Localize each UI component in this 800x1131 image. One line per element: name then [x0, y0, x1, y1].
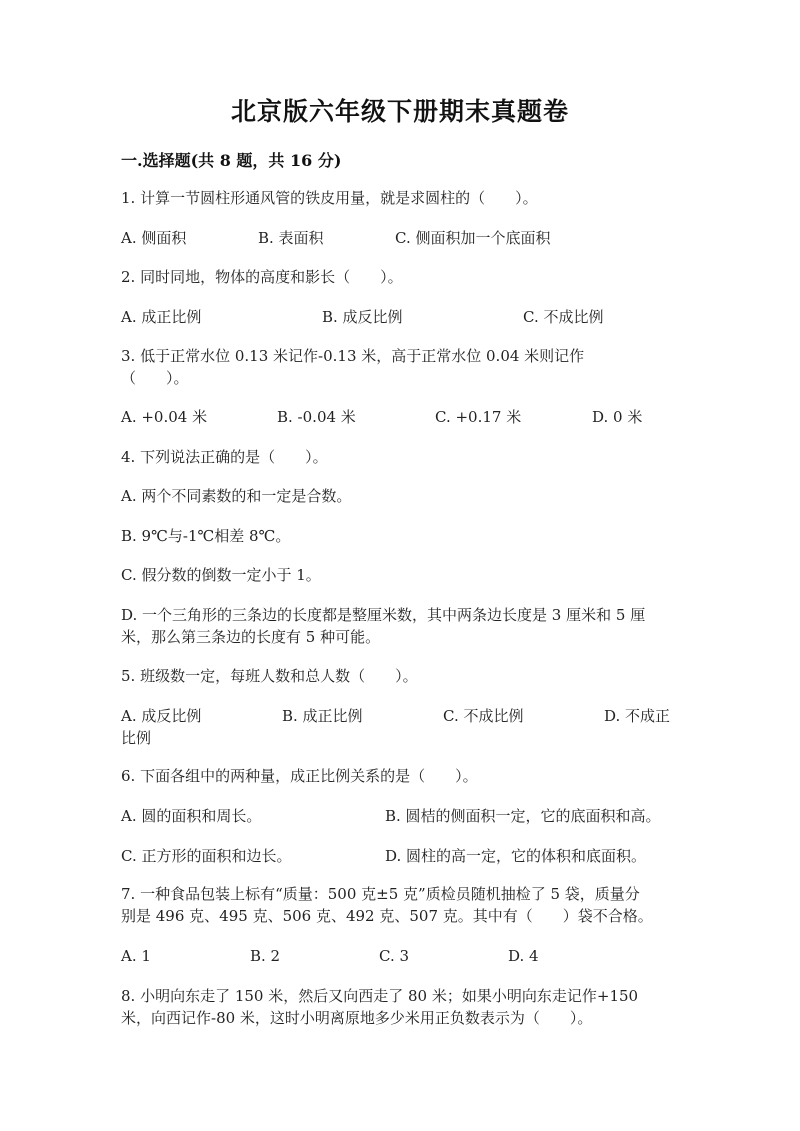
question-7-option-a: A. 1	[121, 947, 151, 965]
question-5-option-d: D. 不成正	[604, 707, 671, 725]
question-3-stem: 3. 低于正常水位 0.13 米记作-0.13 米，高于正常水位 0.04 米则记作	[121, 347, 585, 365]
question-1-option-c: C. 侧面积加一个底面积	[395, 229, 551, 247]
question-5-option-a: A. 成反比例	[121, 707, 202, 725]
question-1-option-b: B. 表面积	[258, 229, 324, 247]
page-title: 北京版六年级下册期末真题卷	[230, 97, 569, 126]
question-2-option-b: B. 成反比例	[322, 308, 403, 326]
question-7-stem: 7. 一种食品包装上标有“质量：500 克±5 克”质检员随机抽检了 5 袋，质量分	[121, 885, 640, 903]
question-6-stem: 6. 下面各组中的两种量，成正比例关系的是（ ）。	[121, 767, 478, 785]
question-4-option-c: C. 假分数的倒数一定小于 1。	[121, 566, 321, 584]
question-4-option-d: D. 一个三角形的三条边的长度都是整厘米数，其中两条边长度是 3 厘米和 5 厘	[121, 606, 646, 624]
question-1-stem: 1. 计算一节圆柱形通风管的铁皮用量，就是求圆柱的（ ）。	[121, 189, 538, 207]
section-heading: 一.选择题(共 8 题，共 16 分)	[121, 151, 342, 170]
question-6-option-c: C. 正方形的面积和边长。	[121, 847, 292, 865]
question-7-option-d: D. 4	[508, 947, 539, 965]
question-1-option-a: A. 侧面积	[121, 229, 187, 247]
question-7-option-b: B. 2	[250, 947, 281, 965]
question-7-stem-cont: 别是 496 克、495 克、506 克、492 克、507 克。其中有（ ）袋不合格。	[121, 907, 653, 925]
question-3-stem-cont: （ ）。	[121, 369, 189, 387]
question-7-option-c: C. 3	[379, 947, 410, 965]
question-3-option-c: C. +0.17 米	[435, 408, 522, 426]
question-2-option-c: C. 不成比例	[523, 308, 604, 326]
question-2-option-a: A. 成正比例	[121, 308, 202, 326]
question-4-option-a: A. 两个不同素数的和一定是合数。	[121, 487, 352, 505]
question-4-stem: 4. 下列说法正确的是（ ）。	[121, 448, 328, 466]
question-8-stem: 8. 小明向东走了 150 米，然后又向西走了 80 米；如果小明向东走记作+150	[121, 987, 639, 1005]
question-5-option-b: B. 成正比例	[282, 707, 363, 725]
question-3-option-d: D. 0 米	[592, 408, 643, 426]
question-3-option-a: A. +0.04 米	[121, 408, 208, 426]
question-5-option-c: C. 不成比例	[443, 707, 524, 725]
question-4-option-d-cont: 米，那么第三条边的长度有 5 种可能。	[121, 628, 381, 646]
question-5-stem: 5. 班级数一定，每班人数和总人数（ ）。	[121, 667, 418, 685]
question-6-option-a: A. 圆的面积和周长。	[121, 807, 262, 825]
question-6-option-b: B. 圆桔的侧面积一定，它的底面积和高。	[385, 807, 661, 825]
question-3-option-b: B. -0.04 米	[277, 408, 356, 426]
question-2-stem: 2. 同时同地，物体的高度和影长（ ）。	[121, 268, 403, 286]
question-6-option-d: D. 圆柱的高一定，它的体积和底面积。	[385, 847, 647, 865]
question-4-option-b: B. 9℃与-1℃相差 8℃。	[121, 527, 291, 545]
question-5-option-d-cont: 比例	[121, 729, 152, 747]
question-8-stem-cont: 米，向西记作-80 米，这时小明离原地多少米用正负数表示为（ ）。	[121, 1009, 593, 1027]
